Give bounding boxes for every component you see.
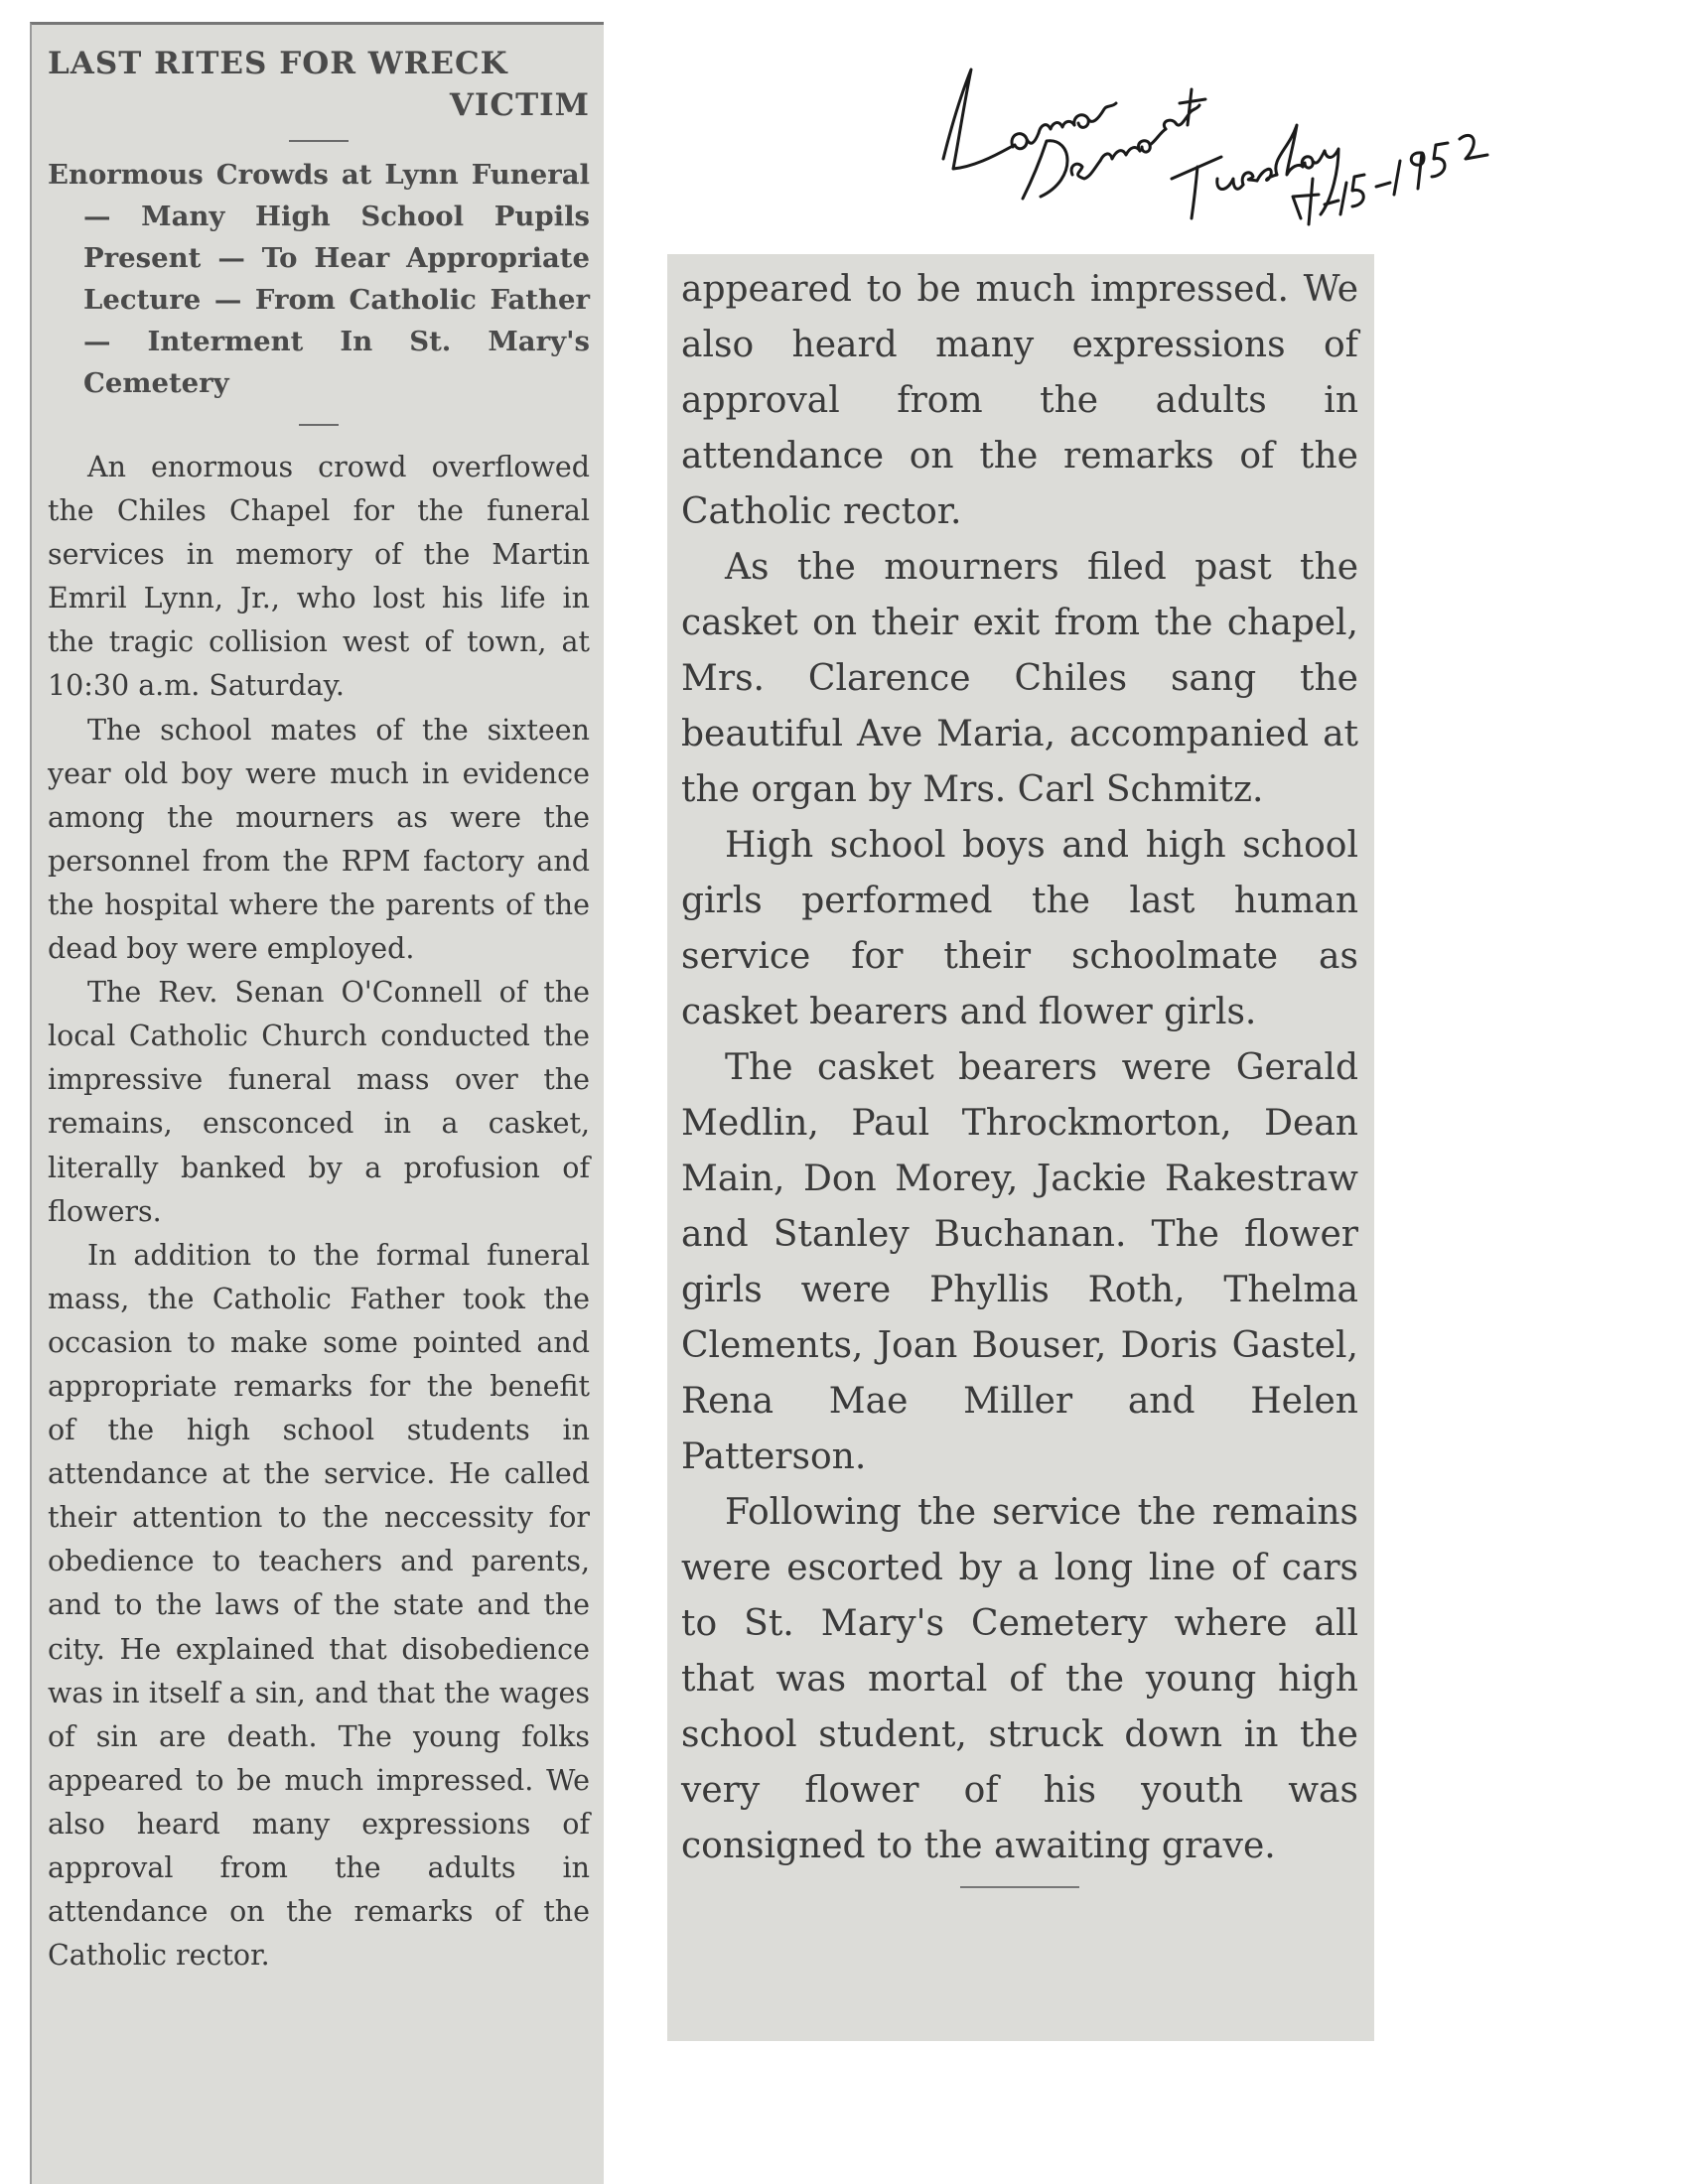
clipping-right-column bbox=[667, 254, 1374, 2041]
left-column-body bbox=[48, 446, 590, 1978]
paragraph-rev-oconnell: The Rev. Senan O'Connell of the local Catholic Church conducted the impressive funeral mass over the remains, ensconced in a casket, literally banked by a profusion of flowers. bbox=[48, 976, 590, 1228]
headline-line-2: VICTIM bbox=[449, 87, 590, 123]
handwritten-annotation bbox=[923, 30, 1499, 228]
headline-line-1: LAST RITES FOR WRECK bbox=[48, 46, 508, 81]
handwriting-drawing bbox=[923, 30, 1499, 228]
paragraph-bearers: The casket bearers were Gerald Medlin, Paul Throckmorton, Dean Main, Don Morey, Jackie Rakestraw and Stanley Buchanan. The flower girls were Phyllis Roth, Thelma Clements, Joan Bouser, Doris Gastel, Rena Mae Miller and Helen Patterson. bbox=[681, 1047, 1358, 1477]
clipping-left-column bbox=[30, 22, 604, 2184]
paragraph-remarks: In addition to the formal funeral mass, the Catholic Father took the occasion to make some pointed and appropriate remarks for the benefit of the high school students in attendance at the service. He called their attention to the neccessity for obedience to teachers and parents, and to the laws of the state and the city. He explained that disobedience was in itself a sin, and that the wages of sin are death. The young folks appeared to be much impressed. We also heard many expressions of approval from the adults in attendance on the remarks of the Catholic rector. bbox=[48, 1238, 590, 1973]
paragraph-school-mates: The school mates of the sixteen year old boy were much in evidence among the mourners as were the personnel from the RPM factory and the hospital where the parents of the dead boy were employed. bbox=[48, 713, 590, 966]
paragraph-following: Following the service the remains were escorted by a long line of cars to St. Mary's Cemetery where all that was mortal of the young high school student, struck down in the very flower of his youth was consigned to the awaiting grave. bbox=[681, 1492, 1358, 1866]
subheadline: Enormous Crowds at Lynn Funeral — Many High School Pupils Present — To Hear Appropriate Lecture — From Catholic Father — Interment In St. Mary's Cemetery bbox=[48, 159, 590, 399]
headline bbox=[48, 43, 590, 126]
headline-divider bbox=[289, 140, 349, 142]
subheadline-divider bbox=[299, 424, 339, 426]
paragraph-continued: appeared to be much impressed. We also heard many expressions of approval from the adults in attendance on the remarks of the Catholic rector. bbox=[681, 269, 1358, 532]
paragraph-high-school: High school boys and high school girls performed the last human service for their schoolmate as casket bearers and flower girls. bbox=[681, 825, 1358, 1032]
paragraph-mourners: As the mourners filed past the casket on their exit from the chapel, Mrs. Clarence Chiles sang the beautiful Ave Maria, accompanied at the organ by Mrs. Carl Schmitz. bbox=[681, 547, 1358, 810]
right-column-body bbox=[681, 262, 1358, 1874]
paragraph-crowd: An enormous crowd overflowed the Chiles Chapel for the funeral services in memory of the Martin Emril Lynn, Jr., who lost his life in the tragic collision west of town, at 10:30 a.m. Saturday. bbox=[48, 451, 590, 703]
end-mark bbox=[960, 1886, 1079, 1888]
